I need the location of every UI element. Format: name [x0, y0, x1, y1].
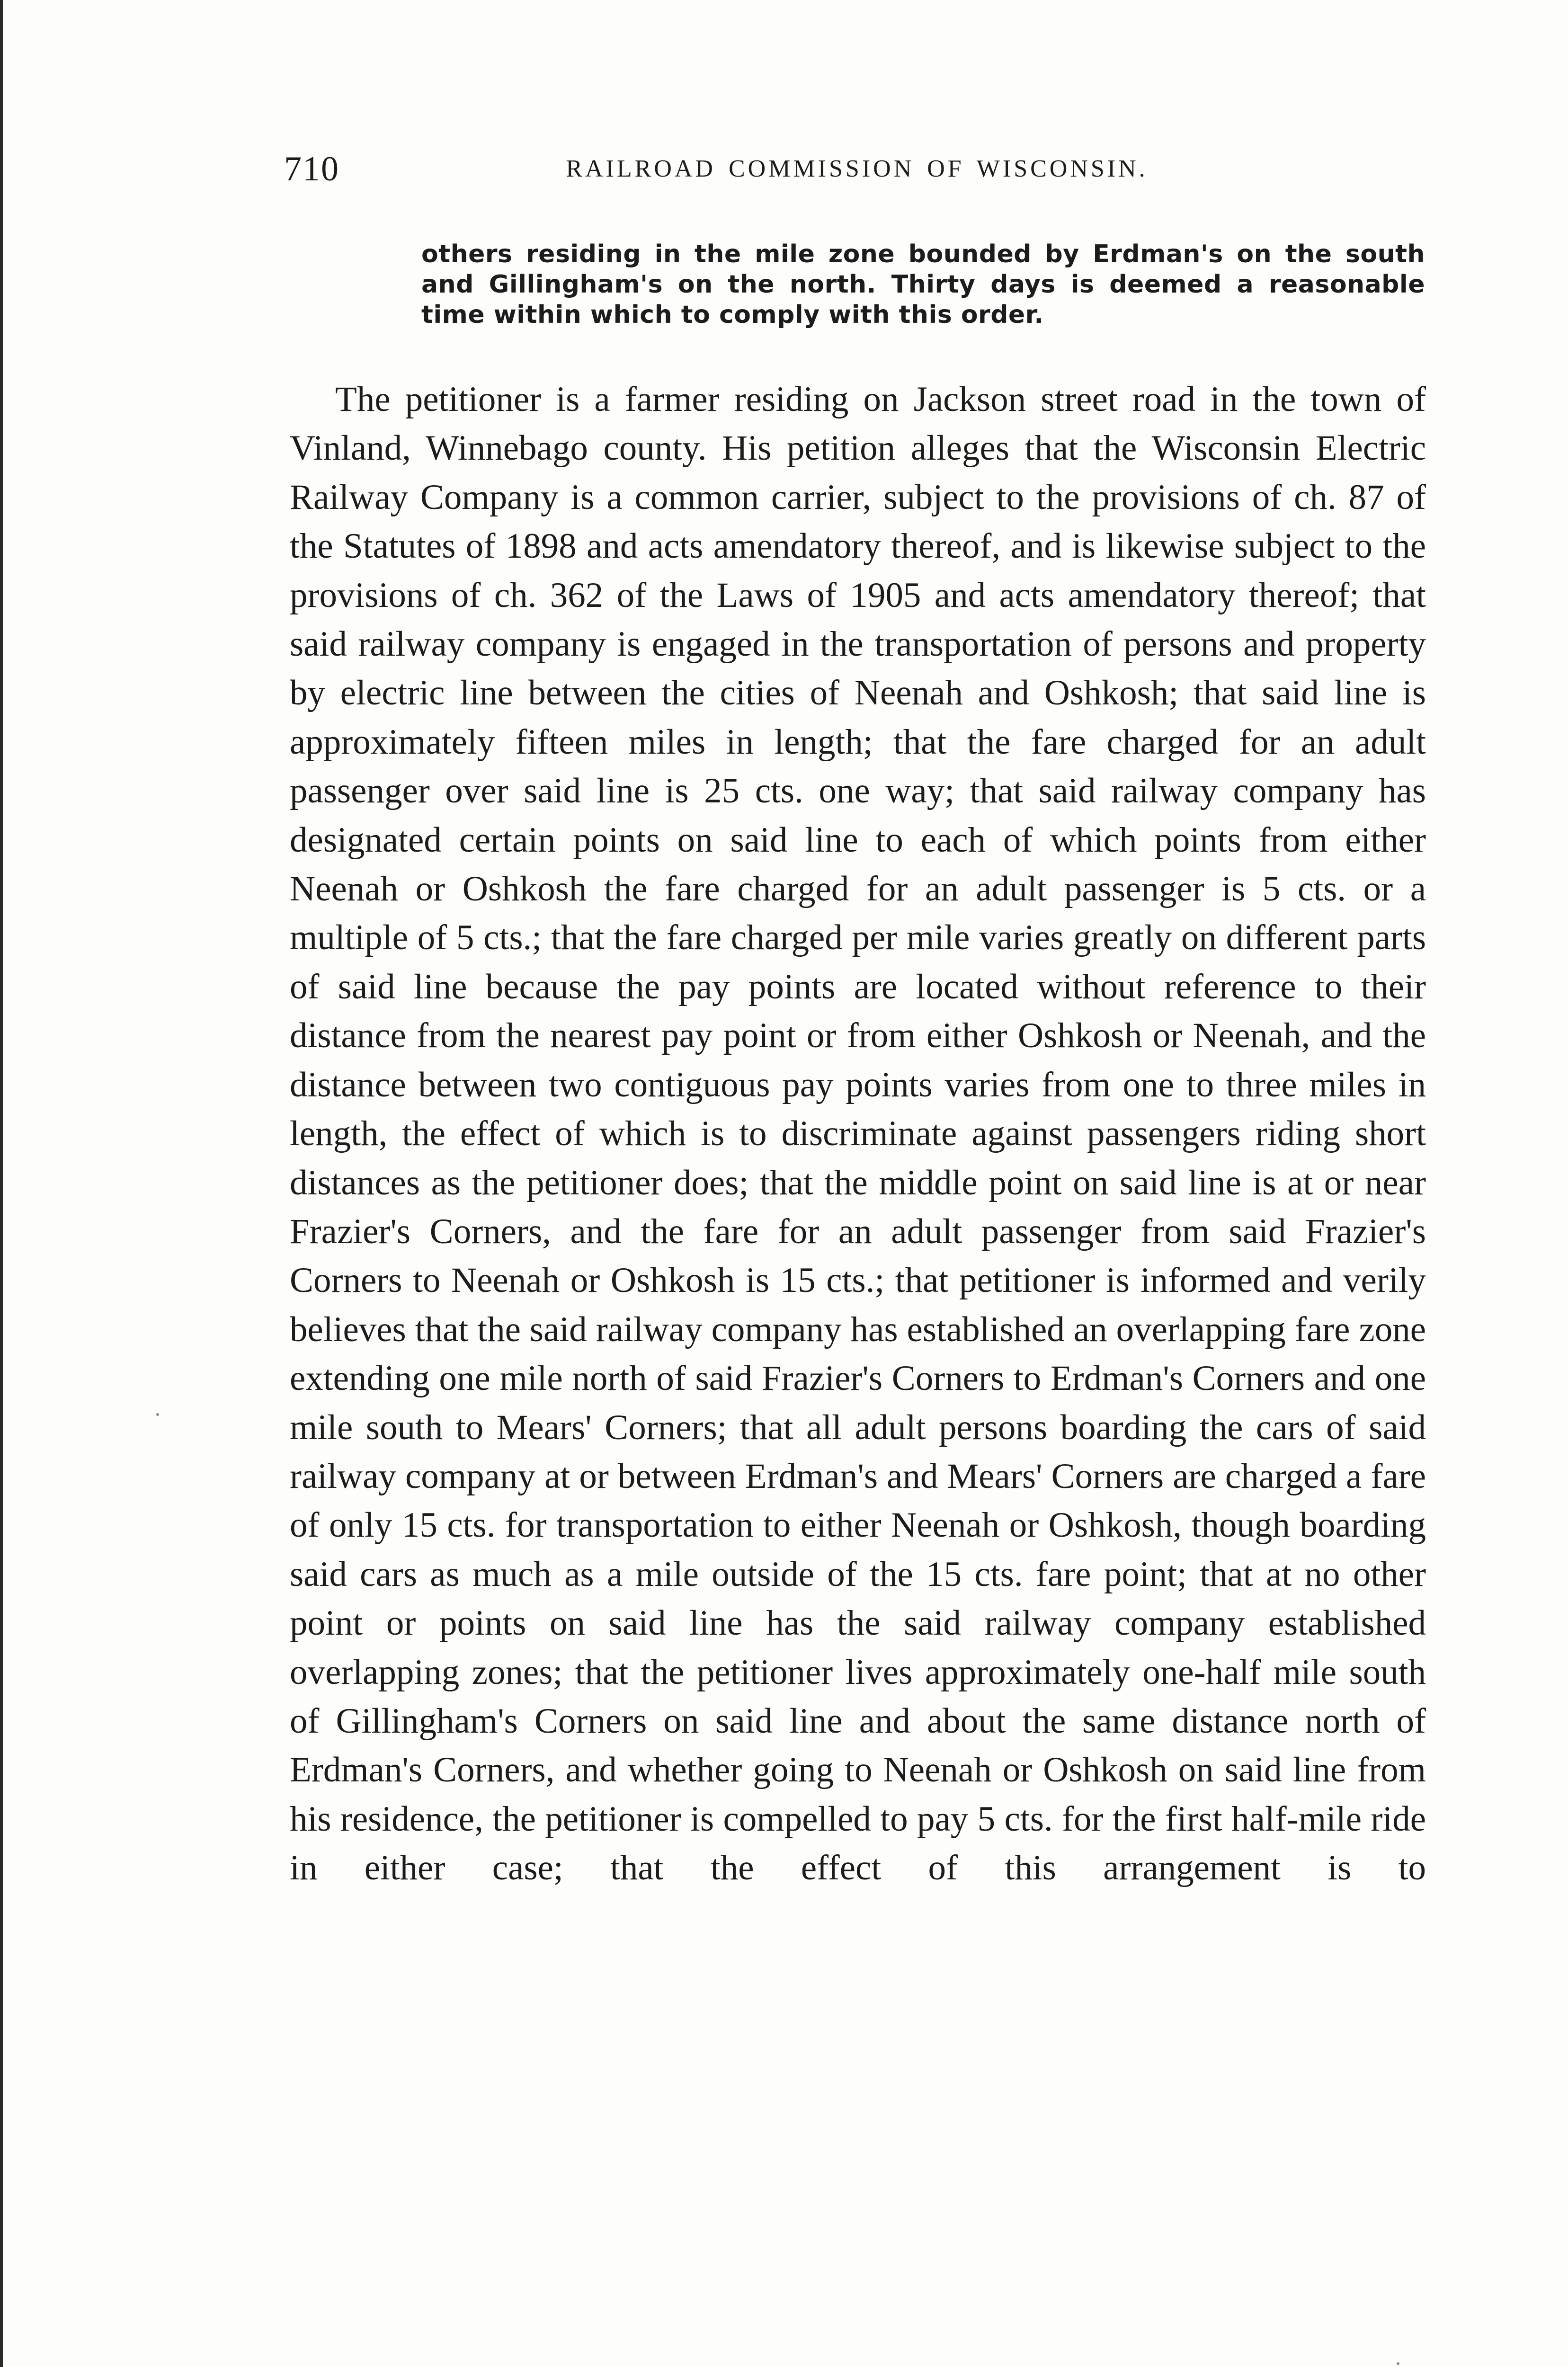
headnote-paragraph: others residing in the mile zone bounded by Erdman's on the south and Gillingham's on the north. Thirty days is deemed a reasonable time within which to comply with this order. [421, 240, 1425, 329]
page-number: 710 [284, 150, 339, 188]
body-paragraph: The petitioner is a farmer residing on Jackson street road in the town of Vinland, Winnebago county. His petition alleges that the Wisconsin Electric Railway Company is a common carrier, subject to the provisions of ch. 87 of the Statutes of 1898 and acts amendatory thereof, and is likewise subject to the provisions of ch. 362 of the Laws of 1905 and acts amendatory thereof; that said railway company is engaged in the transportation of persons and property by electric line between the cities of Neenah and Oshkosh; that said line is approximately fifteen miles in length; that the fare charged for an adult passenger over said line is 25 cts. one way; that said railway company has designated certain points on said line to each of which points from either Neenah or Oshkosh the fare charged for an adult passenger is 5 cts. or a multiple of 5 cts.; that the fare charged per mile varies greatly on different parts of said line because the pay points are located without reference to their distance from the nearest pay point or from either Oshkosh or Neenah, and the distance between two contiguous pay points varies from one to three miles in length, the effect of which is to discriminate against passengers riding short distances as the petitioner does; that the middle point on said line is at or near Frazier's Corners, and the fare for an adult passenger from said Frazier's Corners to Neenah or Oshkosh is 15 cts.; that petitioner is informed and verily believes that the said railway company has established an overlapping fare zone extending one mile north of said Frazier's Corners to Erdman's Corners and one mile south to Mears' Corners; that all adult persons boarding the cars of said railway company at or between Erdman's and Mears' Corners are charged a fare of only 15 cts. for transportation to either Neenah or Oshkosh, though boarding said cars as much as a mile outside of the 15 cts. fare point; that at no other point or points on said line has the said railway company established overlapping zones; that the petitioner lives approximately one-half mile south of Gillingham's Corners on said line and about the same distance north of Erdman's Corners, and whether going to Neenah or Oshkosh on said line from his residence, the petitioner is compelled to pay 5 cts. for the first half-mile ride in either case; that the effect of this arrangement is to [290, 380, 1426, 1888]
scan-left-edge [0, 0, 3, 2367]
running-head [284, 149, 1430, 196]
running-title: RAILROAD COMMISSION OF WISCONSIN. [566, 155, 1148, 182]
scan-speck [1397, 2362, 1399, 2365]
scan-speck [156, 1413, 159, 1416]
